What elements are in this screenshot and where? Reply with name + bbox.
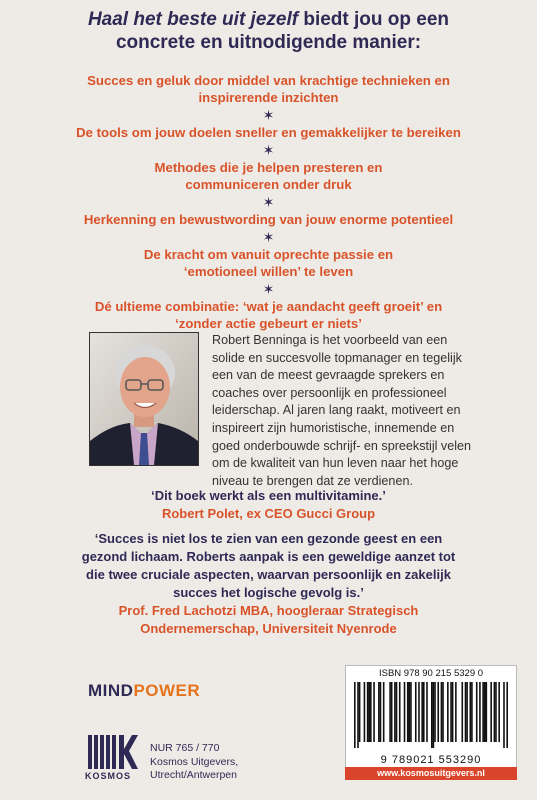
barcode-bar	[418, 682, 420, 742]
barcode-bar	[441, 682, 443, 742]
barcode-bar	[495, 682, 497, 742]
barcode-bar	[421, 682, 423, 742]
publisher-url[interactable]: www.kosmosuitgevers.nl	[345, 767, 517, 780]
mindpower-logo	[88, 681, 200, 701]
testimonial-quote-line: gezond lichaam. Roberts aanpak is een geweldige aanzet tot	[81, 549, 456, 564]
testimonial-1	[0, 487, 537, 523]
barcode-bar	[482, 682, 484, 742]
barcode-bar	[461, 682, 463, 742]
publisher-city: Utrecht/Antwerpen	[150, 769, 237, 781]
barcode-bar	[423, 682, 425, 742]
benefit-line: ‘zonder actie gebeurt er niets’	[175, 316, 362, 331]
bio-line: Robert Benninga is het voorbeeld van een	[212, 333, 448, 347]
benefit-item	[0, 211, 537, 228]
barcode-bar	[409, 682, 411, 742]
barcode-bar	[368, 682, 370, 742]
benefit-line: inspirerende inzichten	[198, 90, 339, 105]
barcode-bar	[498, 682, 500, 742]
benefit-item	[0, 246, 537, 280]
barcode-bar	[455, 682, 457, 742]
barcode-bar	[364, 682, 366, 742]
book-title: Haal het beste uit jezelf	[87, 9, 299, 30]
benefit-line: Succes en geluk door middel van krachtige technieken en	[87, 73, 450, 88]
barcode-bar	[434, 682, 436, 742]
barcode-box	[345, 665, 517, 769]
barcode-bar	[373, 682, 375, 742]
testimonial-attribution: Robert Polet, ex CEO Gucci Group	[161, 506, 376, 521]
barcode-bar	[486, 682, 488, 742]
barcode-bar	[476, 682, 478, 742]
benefit-item	[0, 298, 537, 332]
bio-line: een van de meest gevraagde sprekers en	[212, 368, 445, 383]
publisher-info	[150, 742, 238, 783]
barcode-bar	[404, 682, 406, 742]
barcode-bar	[503, 682, 505, 748]
barcode-digits: 9 789021 553290	[380, 754, 482, 766]
benefit-line: Dé ultieme combinatie: ‘wat je aandacht geeft groeit’ en	[94, 299, 443, 314]
barcode-bar	[479, 682, 481, 742]
testimonial-quote: ‘Dit boek werkt als een multivitamine.’	[151, 488, 386, 503]
kosmos-logo-text: KOSMOS	[85, 771, 132, 781]
barcode-bar	[354, 682, 356, 748]
barcode-icon	[354, 682, 508, 748]
barcode-bar	[433, 682, 435, 748]
bio-line: coaches over persoonlijk en professioneel	[212, 385, 447, 400]
benefit-item	[0, 159, 537, 193]
testimonial-2	[0, 530, 537, 638]
barcode-bar	[396, 682, 398, 742]
benefit-line: De tools om jouw doelen sneller en gemakkelijker te bereiken	[76, 125, 461, 140]
intro-text: biedt jou op een	[298, 9, 450, 30]
benefit-line: Herkenning en bewustwording van jouw enorme potentieel	[83, 212, 454, 227]
testimonial-quote-line: die twee cruciale aspecten, waarvan persoonlijk en zakelijk	[86, 567, 451, 582]
barcode-bar	[426, 682, 428, 742]
benefit-item	[0, 124, 537, 141]
star-separator-icon: ✶	[262, 281, 275, 297]
barcode-bar	[447, 682, 449, 742]
barcode-bar	[383, 682, 385, 742]
barcode-bar	[394, 682, 396, 742]
barcode-bar	[359, 682, 361, 742]
benefit-line: communiceren onder druk	[185, 177, 352, 192]
barcode-bar	[452, 682, 454, 742]
barcode-bar	[494, 682, 496, 742]
barcode-bar	[442, 682, 444, 742]
mindpower-logo-power: POWER	[133, 681, 201, 700]
publisher-name: Kosmos Uitgevers,	[150, 755, 239, 768]
barcode-bar	[399, 682, 401, 742]
star-separator-icon: ✶	[262, 194, 275, 210]
benefits-list	[0, 72, 537, 332]
barcode-bar	[380, 682, 382, 742]
benefit-item	[0, 72, 537, 106]
testimonial-quote-line: succes het logische gevolg is.’	[173, 585, 364, 600]
barcode-bar	[450, 682, 452, 742]
star-separator-icon: ✶	[262, 107, 275, 123]
barcode-bar	[431, 682, 433, 748]
barcode-bar	[471, 682, 473, 742]
star-separator-icon: ✶	[262, 142, 275, 158]
barcode-bar	[465, 682, 467, 742]
intro-line-2: concrete en uitnodigende manier:	[115, 32, 422, 53]
benefit-line: ‘emotioneel willen’ te leven	[183, 264, 354, 279]
bio-line: leiderschap. Al jaren lang raakt, motiveert en	[212, 403, 461, 418]
bio-line: goed onderbouwde schrijf- en spreekstijl velen	[212, 438, 472, 453]
barcode-bar	[391, 682, 393, 742]
benefit-line: De kracht om vanuit oprechte passie en	[143, 247, 394, 262]
testimonial-attribution-line: Prof. Fred Lachotzi MBA, hoogleraar Strategisch	[118, 603, 419, 618]
barcode-bar	[410, 682, 412, 742]
bio-line: inspireert zijn humoristische, innemende en	[212, 420, 455, 435]
bio-line: solide en succesvolle topmanager en tegelijk	[212, 350, 462, 365]
nur-code: NUR 765 / 770	[150, 742, 220, 754]
barcode-bar	[378, 682, 380, 742]
barcode-bar	[389, 682, 391, 742]
star-separator-icon: ✶	[262, 229, 275, 245]
barcode-bar	[506, 682, 508, 748]
testimonial-attribution-line: Ondernemerschap, Universiteit Nyenrode	[140, 621, 397, 636]
barcode-bar	[466, 682, 468, 742]
author-bio	[212, 332, 512, 490]
bio-line: om de kwaliteit van hun leven naar het hoge	[212, 456, 459, 471]
bio-line: niveau te brengen dat ze verdienen.	[212, 473, 413, 488]
barcode-bar	[407, 682, 409, 742]
barcode-bar	[484, 682, 486, 742]
testimonial-quote-line: ‘Succes is niet los te zien van een gezonde geest en een	[94, 531, 443, 546]
intro-heading	[0, 8, 537, 54]
author-photo	[89, 332, 199, 466]
barcode-bar	[367, 682, 369, 742]
barcode-bar	[470, 682, 472, 742]
intro-line-1	[0, 8, 537, 31]
barcode-bar	[370, 682, 372, 742]
mindpower-logo-mind: MIND	[88, 681, 134, 700]
barcode-bar	[437, 682, 439, 742]
benefit-line: Methodes die je helpen presteren en	[154, 160, 383, 175]
isbn-label: ISBN 978 90 215 5329 0	[378, 668, 484, 679]
barcode-bar	[490, 682, 492, 742]
author-portrait-icon	[90, 333, 198, 465]
barcode-bar	[415, 682, 417, 742]
barcode-bar	[357, 682, 359, 748]
